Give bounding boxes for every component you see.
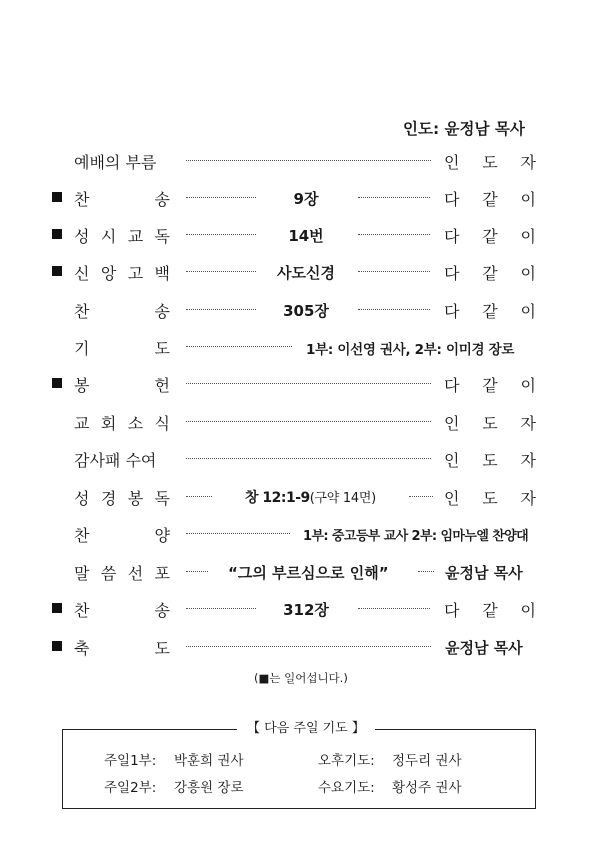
dotted-leader bbox=[358, 234, 430, 235]
scripture-note: (구약 14면) bbox=[309, 491, 376, 506]
dotted-leader bbox=[186, 160, 431, 161]
order-label: 봉 헌 bbox=[74, 376, 170, 395]
dotted-leader bbox=[186, 421, 431, 422]
dotted-leader bbox=[186, 608, 256, 609]
dotted-leader bbox=[186, 346, 292, 347]
standing-marker-icon bbox=[52, 192, 62, 202]
order-right: 다 같 이 bbox=[444, 190, 536, 209]
order-label: 말 씀 선 포 bbox=[74, 564, 170, 583]
order-label: 축 도 bbox=[74, 639, 170, 658]
prayer-item-name: 황성주 권사 bbox=[392, 780, 462, 796]
order-label: 교 회 소 식 bbox=[74, 414, 170, 433]
order-label: 찬 송 bbox=[74, 601, 170, 620]
order-middle: 14번 bbox=[288, 227, 324, 245]
prayer-box-title: 【 다음 주일 기도 】 bbox=[237, 717, 375, 736]
order-right: 다 같 이 bbox=[444, 376, 536, 395]
order-right: 인 도 자 bbox=[444, 414, 536, 433]
dotted-leader bbox=[358, 608, 430, 609]
dotted-leader bbox=[358, 197, 430, 198]
order-middle: 사도신경 bbox=[277, 264, 335, 282]
order-label: 성 경 봉 독 bbox=[74, 489, 170, 508]
dotted-leader bbox=[186, 197, 256, 198]
prayer-item-label: 주일1부: bbox=[104, 753, 157, 769]
prayer-item-name: 강흥원 장로 bbox=[174, 780, 244, 796]
order-right: 1부: 이선영 권사, 2부: 이미경 장로 bbox=[306, 342, 515, 358]
order-label: 예배의 부름 bbox=[74, 153, 157, 172]
order-right: 인 도 자 bbox=[444, 153, 536, 172]
order-label: 찬 송 bbox=[74, 302, 170, 321]
dotted-leader bbox=[186, 646, 431, 647]
order-label: 신 앙 고 백 bbox=[74, 264, 170, 283]
leader-line: 인도: 윤정남 목사 bbox=[403, 120, 525, 138]
dotted-leader bbox=[186, 496, 212, 497]
order-right: 다 같 이 bbox=[444, 601, 536, 620]
order-middle bbox=[245, 487, 376, 507]
prayer-item-label: 주일2부: bbox=[104, 780, 157, 796]
order-middle: 9장 bbox=[293, 190, 319, 208]
order-right: 다 같 이 bbox=[444, 302, 536, 321]
dotted-leader bbox=[186, 571, 208, 572]
dotted-leader bbox=[186, 309, 256, 310]
prayer-item-name: 정두리 권사 bbox=[392, 753, 462, 769]
order-middle: 305장 bbox=[283, 302, 329, 320]
order-label: 찬 송 bbox=[74, 190, 170, 209]
order-right: 다 같 이 bbox=[444, 264, 536, 283]
order-right: 다 같 이 bbox=[444, 227, 536, 246]
prayer-item-label: 오후기도: bbox=[318, 753, 375, 769]
prayer-item-label: 수요기도: bbox=[318, 780, 375, 796]
prayer-box bbox=[62, 729, 536, 809]
prayer-item-name: 박훈희 권사 bbox=[174, 753, 244, 769]
dotted-leader bbox=[418, 571, 434, 572]
dotted-leader bbox=[409, 496, 433, 497]
dotted-leader bbox=[358, 271, 430, 272]
dotted-leader bbox=[186, 383, 431, 384]
order-label: 감사패 수여 bbox=[74, 451, 157, 470]
sermon-title: “그의 부르심으로 인해” bbox=[228, 564, 389, 582]
order-middle: 312장 bbox=[283, 601, 329, 619]
standing-marker-icon bbox=[52, 266, 62, 276]
dotted-leader bbox=[358, 309, 430, 310]
dotted-leader bbox=[186, 533, 290, 534]
standing-note: (■는 일어섭니다.) bbox=[254, 671, 348, 685]
order-right: 1부: 중고등부 교사 2부: 임마누엘 찬양대 bbox=[303, 529, 529, 544]
standing-marker-icon bbox=[52, 641, 62, 651]
dotted-leader bbox=[186, 458, 431, 459]
order-label: 성 시 교 독 bbox=[74, 227, 170, 246]
order-label: 찬 양 bbox=[74, 526, 170, 545]
standing-marker-icon bbox=[52, 603, 62, 613]
order-right: 인 도 자 bbox=[444, 451, 536, 470]
order-label: 기 도 bbox=[74, 339, 170, 358]
dotted-leader bbox=[186, 271, 256, 272]
scripture-ref: 창 12:1-9 bbox=[245, 490, 310, 506]
order-right: 윤정남 목사 bbox=[445, 639, 523, 657]
order-right: 윤정남 목사 bbox=[445, 564, 523, 582]
dotted-leader bbox=[186, 234, 256, 235]
standing-marker-icon bbox=[52, 229, 62, 239]
order-right: 인 도 자 bbox=[444, 489, 536, 508]
standing-marker-icon bbox=[52, 378, 62, 388]
